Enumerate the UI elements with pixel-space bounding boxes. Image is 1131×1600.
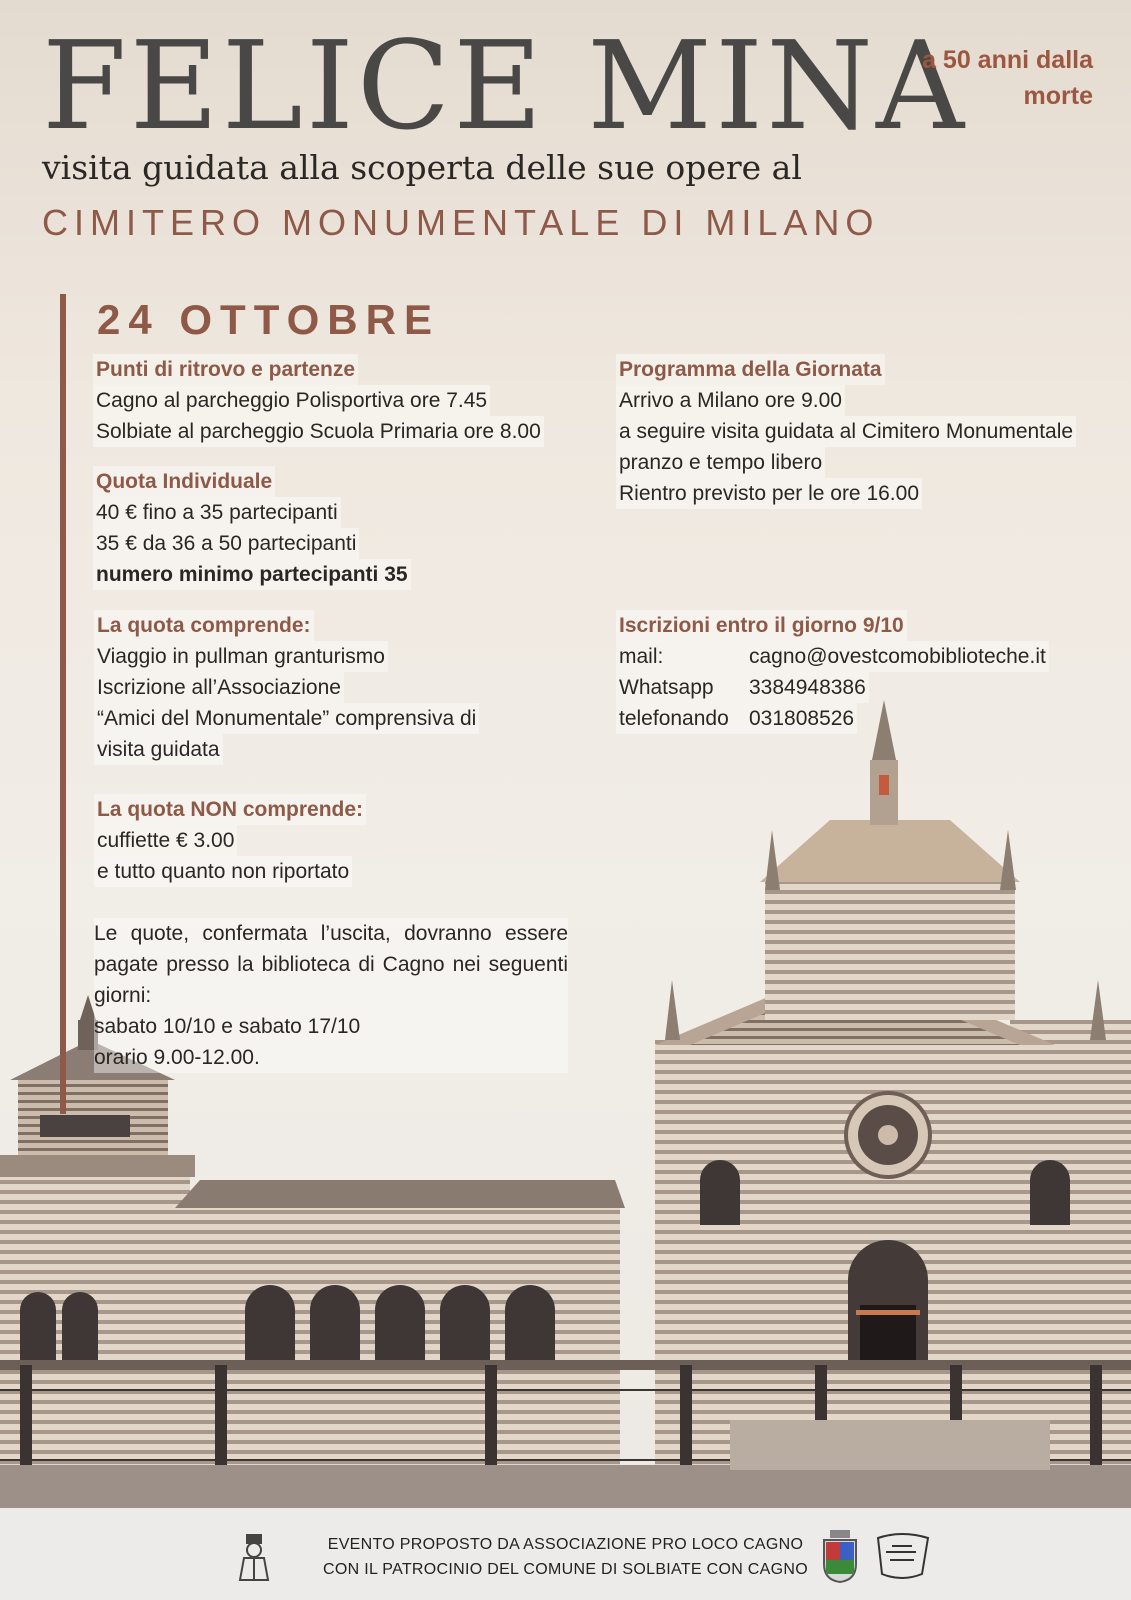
meeting-line: Solbiate al parcheggio Scuola Primaria ore 8.00 [93,416,544,447]
excludes-label: La quota NON comprende: [94,794,366,825]
registration-label: Iscrizioni entro il giorno 9/10 [616,610,907,641]
meeting-line: Cagno al parcheggio Polisportiva ore 7.45 [93,385,490,416]
includes-line: Viaggio in pullman granturismo [94,641,388,672]
association-logo [872,1528,934,1584]
meeting-points-section [93,354,613,447]
includes-line: visita guidata [94,734,223,765]
payment-text: Le quote, confermata l’uscita, dovranno essere pagate presso la biblioteca di Cagno nei seguenti giorni: [94,922,568,1007]
contact-phone[interactable]: telefonando 031808526 [616,703,857,734]
contact-whatsapp[interactable]: Whatsapp 3384948386 [616,672,869,703]
fee-line: 35 € da 36 a 50 partecipanti [93,528,359,559]
anniversary-text: a 50 anni dalla morte [922,46,1093,111]
fee-minimum: numero minimo partecipanti 35 [93,559,411,590]
excludes-line: cuffiette € 3.00 [94,825,237,856]
program-line: Rientro previsto per le ore 16.00 [616,478,922,509]
payment-line: sabato 10/10 e sabato 17/10 [94,1015,361,1038]
event-subtitle: visita guidata alla scoperta delle sue opere al [42,148,802,187]
program-label: Programma della Giornata [616,354,885,385]
fee-label: Quota Individuale [93,466,275,497]
fee-line: 40 € fino a 35 partecipanti [93,497,341,528]
footer-credits [0,1532,1131,1582]
cemetery-building-illustration [0,660,1131,1510]
excludes-line: e tutto quanto non riportato [94,856,352,887]
excludes-section [94,794,614,887]
includes-label: La quota comprende: [94,610,314,641]
meeting-points-label: Punti di ritrovo e partenze [93,354,358,385]
contact-mail[interactable]: mail: cagno@ovestcomobiblioteche.it [616,641,1049,672]
fee-section [93,466,613,590]
includes-section [94,610,614,765]
footer-line-1: EVENTO PROPOSTO DA ASSOCIAZIONE PRO LOCO CAGNO [327,1536,804,1553]
program-line: Arrivo a Milano ore 9.00 [616,385,845,416]
event-title: FELICE MINA [42,15,968,157]
program-line: pranzo e tempo libero [616,447,825,478]
payment-line: orario 9.00-12.00. [94,1046,260,1069]
event-date: 24 OTTOBRE [97,296,440,343]
municipal-crest-icon [820,1528,860,1584]
accent-divider [60,294,66,1114]
payment-section [94,918,568,1073]
program-section [616,354,1106,509]
includes-line: Iscrizione all’Associazione [94,672,344,703]
footer-line-2: CON IL PATROCINIO DEL COMUNE DI SOLBIATE CON CAGNO [323,1561,808,1578]
registration-section [616,610,1106,734]
includes-line: “Amici del Monumentale” comprensiva di [94,703,479,734]
program-line: a seguire visita guidata al Cimitero Monumentale [616,416,1076,447]
venue-name: CIMITERO MONUMENTALE DI MILANO [42,202,880,243]
